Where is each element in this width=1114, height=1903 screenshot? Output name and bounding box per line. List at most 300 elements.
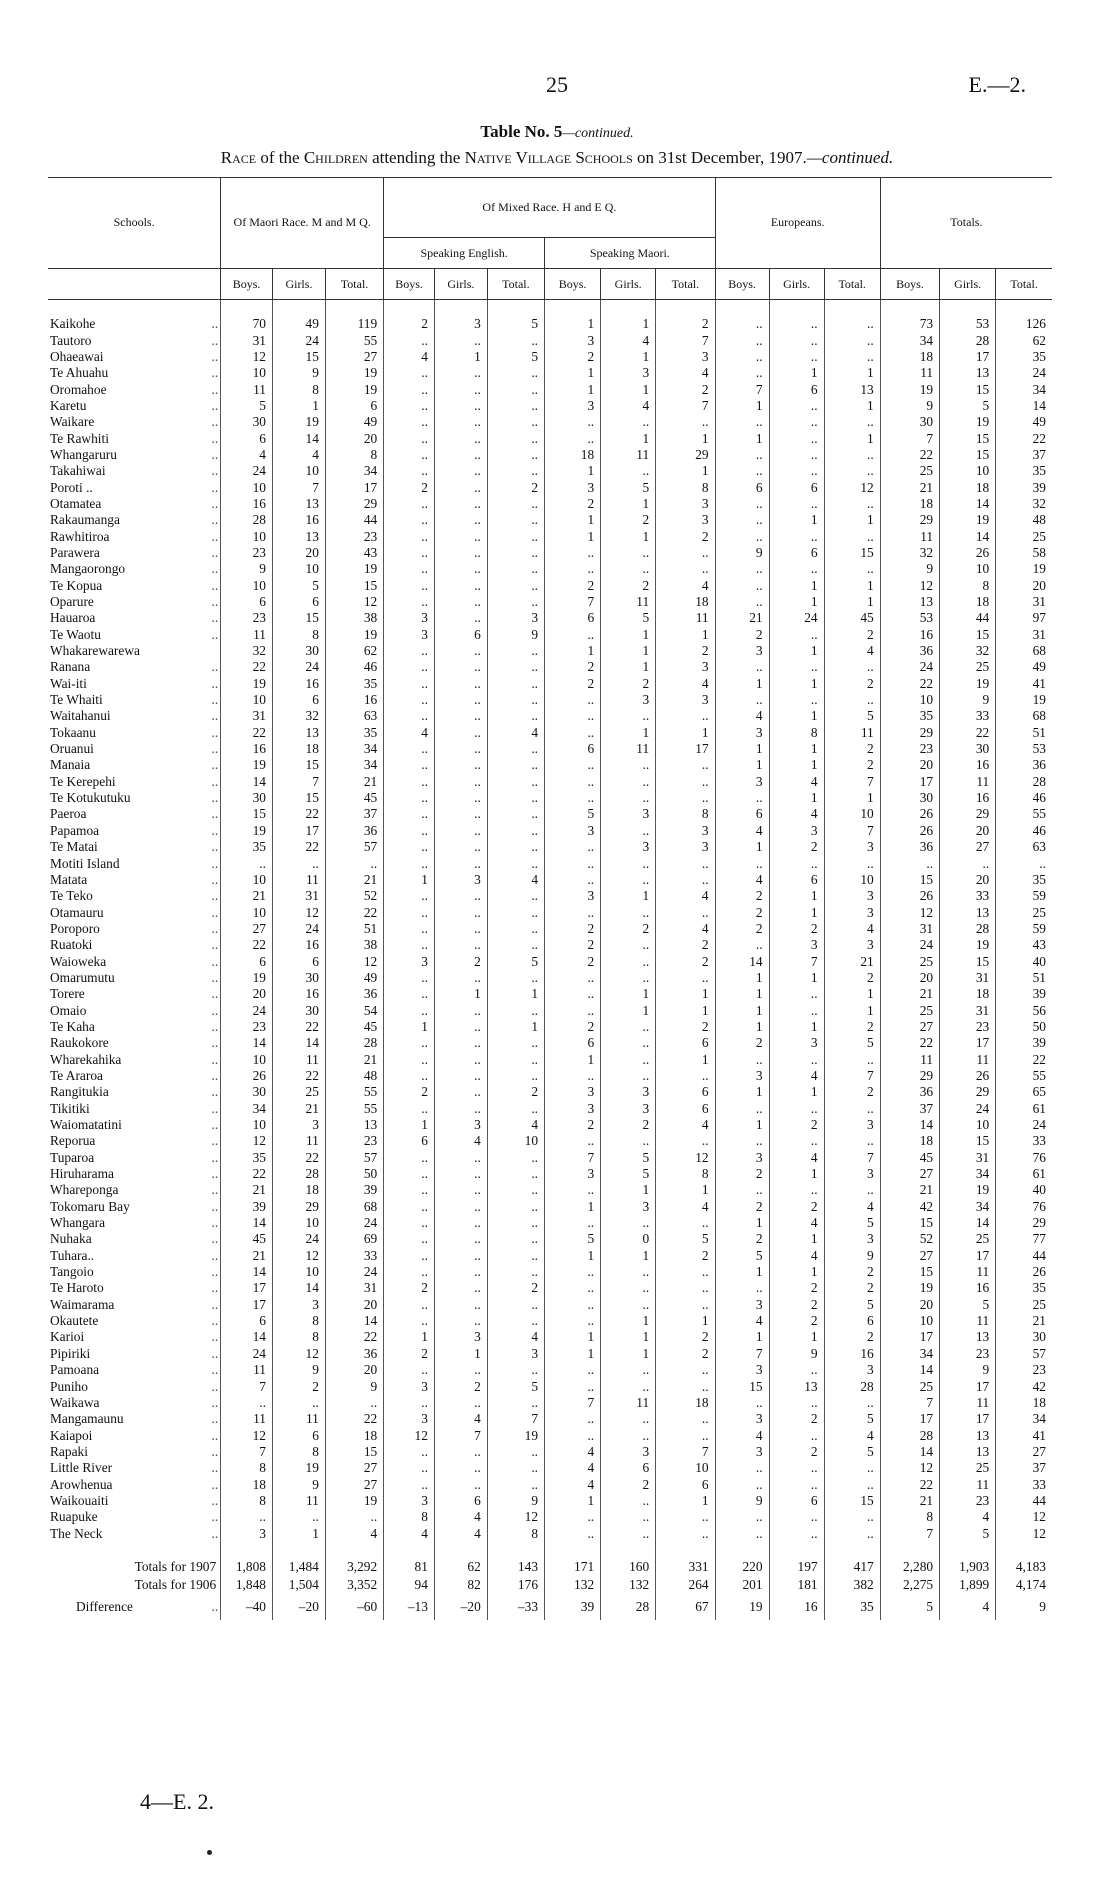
value-cell: 21 (880, 986, 939, 1002)
school-name-cell (48, 708, 221, 724)
school-name-cell (48, 447, 221, 463)
spacer-cell (940, 1542, 996, 1558)
value-cell: .. (824, 561, 880, 577)
value-cell: 1 (715, 757, 769, 773)
school-name-cell (48, 610, 221, 626)
value-cell: .. (434, 1068, 487, 1084)
value-cell: 9 (880, 561, 939, 577)
value-cell: 27 (325, 349, 383, 365)
value-cell: 36 (325, 986, 383, 1002)
value-cell: 22 (273, 1150, 326, 1166)
value-cell: 15 (273, 349, 326, 365)
value-cell: 25 (940, 1231, 996, 1247)
value-cell: .. (384, 545, 435, 561)
value-cell: 160 (601, 1558, 656, 1576)
value-cell: 1 (384, 1019, 435, 1035)
value-cell: 19 (487, 1427, 544, 1443)
value-cell: 4 (656, 676, 715, 692)
value-cell: .. (824, 1460, 880, 1476)
value-cell: .. (384, 676, 435, 692)
value-cell: .. (487, 1199, 544, 1215)
value-cell: 3 (545, 1166, 601, 1182)
value-cell: .. (824, 1133, 880, 1149)
school-name-cell (48, 414, 221, 430)
value-cell: .. (384, 365, 435, 381)
value-cell: .. (384, 1150, 435, 1166)
col-total: Total. (824, 269, 880, 300)
value-cell: 12 (996, 1525, 1052, 1541)
table-row (48, 937, 1052, 953)
value-cell: 8 (273, 1444, 326, 1460)
value-cell: 1 (715, 1019, 769, 1035)
col-girls: Girls. (769, 269, 824, 300)
value-cell: 12 (656, 1150, 715, 1166)
value-cell: 6 (769, 381, 824, 397)
value-cell: 1 (769, 1084, 824, 1100)
value-cell: .. (487, 1150, 544, 1166)
spacer-cell (434, 300, 487, 317)
value-cell: 12 (880, 904, 939, 920)
value-cell: .. (434, 1476, 487, 1492)
race-table (48, 177, 1052, 1620)
value-cell: .. (940, 855, 996, 871)
value-cell: 1 (545, 1493, 601, 1509)
value-cell: –60 (325, 1594, 383, 1620)
value-cell: 33 (325, 1248, 383, 1264)
value-cell: 67 (656, 1594, 715, 1620)
value-cell: 1 (769, 1264, 824, 1280)
value-cell: .. (824, 1525, 880, 1541)
value-cell: .. (384, 1215, 435, 1231)
table-row (48, 1378, 1052, 1394)
leader-dots: .. (211, 463, 219, 479)
value-cell: 3 (384, 1378, 435, 1394)
value-cell: 11 (601, 1395, 656, 1411)
value-cell: 17 (940, 349, 996, 365)
value-cell: 34 (996, 1411, 1052, 1427)
value-cell: 14 (880, 1362, 939, 1378)
value-cell: 9 (273, 1362, 326, 1378)
value-cell: 15 (940, 381, 996, 397)
value-cell: .. (434, 1248, 487, 1264)
spacer-cell (656, 300, 715, 317)
value-cell: .. (434, 774, 487, 790)
value-cell: 2 (545, 937, 601, 953)
value-cell: 43 (996, 937, 1052, 953)
leader-dots: .. (211, 610, 219, 626)
school-name: Kaiapoi (50, 1427, 93, 1443)
school-name-cell (48, 1493, 221, 1509)
value-cell: 28 (325, 1035, 383, 1051)
value-cell: 2 (487, 479, 544, 495)
value-cell: 19 (940, 676, 996, 692)
col-totals: Totals. (880, 177, 1052, 269)
value-cell: 39 (996, 986, 1052, 1002)
col-blank (48, 269, 221, 300)
value-cell: .. (434, 496, 487, 512)
value-cell: .. (715, 1051, 769, 1067)
value-cell: 61 (996, 1101, 1052, 1117)
value-cell: 61 (996, 1166, 1052, 1182)
value-cell: 3 (824, 937, 880, 953)
value-cell: .. (487, 741, 544, 757)
school-name: Oruanui (50, 741, 94, 757)
value-cell: 40 (996, 1182, 1052, 1198)
value-cell: 19 (940, 937, 996, 953)
value-cell: 4 (769, 1248, 824, 1264)
value-cell: 16 (769, 1594, 824, 1620)
value-cell: 55 (325, 1084, 383, 1100)
table-row (48, 1101, 1052, 1117)
school-name: Totals for 1906 (134, 1576, 217, 1592)
table-row (48, 1002, 1052, 1018)
value-cell: 1 (545, 1051, 601, 1067)
value-cell: 10 (221, 904, 273, 920)
value-cell: .. (221, 855, 273, 871)
school-name-cell (48, 1051, 221, 1067)
value-cell: 1 (769, 676, 824, 692)
value-cell: 35 (996, 349, 1052, 365)
school-name-cell (48, 1231, 221, 1247)
value-cell: .. (601, 855, 656, 871)
value-cell: 4 (769, 1215, 824, 1231)
value-cell: 8 (325, 447, 383, 463)
value-cell: 5 (487, 1378, 544, 1394)
leader-dots: .. (211, 773, 219, 789)
value-cell: 3 (601, 839, 656, 855)
value-cell: 8 (656, 479, 715, 495)
value-cell: .. (769, 414, 824, 430)
value-cell: 20 (221, 986, 273, 1002)
value-cell: 11 (940, 1051, 996, 1067)
value-cell: 4 (715, 872, 769, 888)
school-name-cell (48, 904, 221, 920)
value-cell: 1 (601, 1313, 656, 1329)
value-cell: .. (824, 447, 880, 463)
value-cell: 22 (880, 1476, 939, 1492)
col-boys: Boys. (221, 269, 273, 300)
value-cell: 22 (221, 725, 273, 741)
value-cell: .. (434, 1035, 487, 1051)
value-cell: .. (487, 855, 544, 871)
value-cell: .. (384, 561, 435, 577)
school-name-cell (48, 986, 221, 1002)
value-cell: 22 (996, 1051, 1052, 1067)
value-cell: 2 (656, 1346, 715, 1362)
value-cell: 7 (880, 1395, 939, 1411)
col-total: Total. (325, 269, 383, 300)
value-cell: 10 (880, 692, 939, 708)
value-cell: .. (715, 561, 769, 577)
value-cell: 1 (715, 986, 769, 1002)
value-cell: 132 (601, 1576, 656, 1594)
value-cell: 2 (769, 1444, 824, 1460)
value-cell: 16 (940, 790, 996, 806)
value-cell: 3 (221, 1525, 273, 1541)
value-cell: .. (656, 1280, 715, 1296)
leader-dots: .. (211, 1231, 219, 1247)
value-cell: 7 (880, 1525, 939, 1541)
value-cell: 3 (656, 692, 715, 708)
value-cell: .. (769, 398, 824, 414)
value-cell: 19 (325, 561, 383, 577)
value-cell: 7 (715, 1346, 769, 1362)
leader-dots: .. (211, 1247, 219, 1263)
table-row (48, 970, 1052, 986)
school-name: Mangaorongo (50, 561, 126, 577)
value-cell: 7 (221, 1444, 273, 1460)
value-cell: 7 (715, 381, 769, 397)
value-cell: 1 (824, 594, 880, 610)
leader-dots: .. (211, 1460, 219, 1476)
school-name-cell (48, 561, 221, 577)
value-cell: 2 (769, 1117, 824, 1133)
table-row (48, 381, 1052, 397)
value-cell: .. (434, 1051, 487, 1067)
value-cell: 37 (996, 447, 1052, 463)
value-cell: .. (384, 692, 435, 708)
value-cell: .. (769, 1525, 824, 1541)
school-name: Tokomaru Bay (50, 1198, 130, 1214)
value-cell: 32 (996, 496, 1052, 512)
spacer-cell (880, 300, 939, 317)
value-cell: 2 (769, 1297, 824, 1313)
value-cell: .. (487, 1166, 544, 1182)
value-cell: 38 (325, 937, 383, 953)
value-cell: 29 (940, 1084, 996, 1100)
value-cell: .. (487, 1051, 544, 1067)
value-cell: .. (434, 921, 487, 937)
value-cell: 19 (221, 970, 273, 986)
school-name: Rakaumanga (50, 512, 120, 528)
value-cell: 3 (656, 512, 715, 528)
value-cell: 15 (273, 790, 326, 806)
spacer-cell (824, 300, 880, 317)
value-cell: 18 (940, 594, 996, 610)
value-cell: 16 (824, 1346, 880, 1362)
value-cell: 7 (880, 430, 939, 446)
value-cell: 1 (656, 725, 715, 741)
value-cell: 23 (325, 528, 383, 544)
subtitle-part: Native Village Schools (464, 148, 633, 167)
value-cell: 1 (769, 512, 824, 528)
value-cell: .. (384, 1068, 435, 1084)
subtitle-part: attending the (367, 148, 465, 167)
value-cell: 4 (325, 1525, 383, 1541)
value-cell: 4 (221, 447, 273, 463)
value-cell: 2 (824, 1264, 880, 1280)
value-cell: .. (434, 1264, 487, 1280)
leader-dots: .. (211, 1492, 219, 1508)
value-cell: .. (656, 970, 715, 986)
school-name-cell (48, 1509, 221, 1525)
value-cell: .. (487, 1362, 544, 1378)
value-cell: .. (487, 463, 544, 479)
value-cell: .. (715, 496, 769, 512)
value-cell: 29 (880, 725, 939, 741)
value-cell: 1 (601, 725, 656, 741)
spacer-cell (48, 300, 221, 317)
leader-dots: .. (211, 414, 219, 430)
value-cell: .. (434, 692, 487, 708)
value-cell: 22 (325, 1411, 383, 1427)
value-cell: 4 (769, 774, 824, 790)
value-cell: 21 (325, 872, 383, 888)
value-cell: 9 (940, 1362, 996, 1378)
value-cell: 23 (221, 545, 273, 561)
value-cell: 21 (715, 610, 769, 626)
value-cell: 2 (769, 1313, 824, 1329)
value-cell: 3 (601, 1101, 656, 1117)
value-cell: 23 (940, 1346, 996, 1362)
value-cell: 27 (325, 1476, 383, 1492)
spacer-cell (601, 1542, 656, 1558)
value-cell: 94 (384, 1576, 435, 1594)
leader-dots: .. (211, 316, 219, 332)
leader-dots: .. (211, 1345, 219, 1361)
table-title (0, 122, 1114, 142)
value-cell: 4 (384, 1525, 435, 1541)
value-cell: 36 (325, 1346, 383, 1362)
value-cell: 1 (656, 627, 715, 643)
school-name-cell (48, 1150, 221, 1166)
leader-dots: .. (211, 1427, 219, 1443)
leader-dots: .. (211, 1378, 219, 1394)
value-cell: .. (601, 774, 656, 790)
value-cell: 44 (325, 512, 383, 528)
table-row (48, 365, 1052, 381)
value-cell: 15 (325, 1444, 383, 1460)
value-cell: 24 (221, 1002, 273, 1018)
value-cell: 7 (824, 823, 880, 839)
value-cell: 2 (715, 1231, 769, 1247)
value-cell: .. (769, 561, 824, 577)
value-cell: 36 (325, 823, 383, 839)
table-row (48, 676, 1052, 692)
value-cell: .. (715, 1101, 769, 1117)
value-cell: 5 (601, 1166, 656, 1182)
value-cell: .. (434, 888, 487, 904)
school-name: Karetu (50, 397, 87, 413)
value-cell: .. (434, 1002, 487, 1018)
school-name: Te Ahuahu (50, 365, 109, 381)
value-cell: .. (824, 1182, 880, 1198)
value-cell: 12 (273, 1248, 326, 1264)
school-name: Waimarama (50, 1296, 115, 1312)
value-cell: 30 (273, 643, 326, 659)
table-row (48, 1362, 1052, 1378)
table-row (48, 430, 1052, 446)
value-cell: 45 (221, 1231, 273, 1247)
value-cell: .. (325, 855, 383, 871)
value-cell: 1 (824, 365, 880, 381)
value-cell: 55 (325, 1101, 383, 1117)
value-cell: 17 (221, 1280, 273, 1296)
value-cell: 27 (940, 839, 996, 855)
col-maori: Of Maori Race. M and M Q. (221, 177, 384, 269)
value-cell: .. (434, 1215, 487, 1231)
value-cell: 12 (384, 1427, 435, 1443)
value-cell: 16 (221, 741, 273, 757)
value-cell: 17 (880, 1329, 939, 1345)
value-cell: 4 (715, 1313, 769, 1329)
value-cell: 8 (940, 578, 996, 594)
value-cell: 6 (545, 1035, 601, 1051)
value-cell: .. (487, 1231, 544, 1247)
value-cell: 119 (325, 316, 383, 332)
school-name-cell (48, 1476, 221, 1492)
value-cell: 24 (940, 1101, 996, 1117)
value-cell: 1 (715, 1329, 769, 1345)
value-cell: 10 (487, 1133, 544, 1149)
value-cell: 44 (996, 1493, 1052, 1509)
value-cell: 4 (545, 1460, 601, 1476)
school-name-cell (48, 1133, 221, 1149)
value-cell: 45 (325, 790, 383, 806)
value-cell: 11 (880, 1051, 939, 1067)
value-cell: 11 (601, 447, 656, 463)
value-cell: 23 (940, 1019, 996, 1035)
value-cell: .. (384, 381, 435, 397)
col-girls: Girls. (273, 269, 326, 300)
value-cell: .. (434, 1150, 487, 1166)
value-cell: 1,808 (221, 1558, 273, 1576)
value-cell: 2 (545, 1019, 601, 1035)
value-cell: 15 (880, 872, 939, 888)
table-row (48, 1346, 1052, 1362)
value-cell: .. (434, 398, 487, 414)
value-cell: 27 (221, 921, 273, 937)
value-cell: 1 (601, 528, 656, 544)
leader-dots: .. (211, 1476, 219, 1492)
value-cell: 2 (545, 496, 601, 512)
value-cell: 28 (940, 921, 996, 937)
value-cell: 2 (824, 741, 880, 757)
value-cell: .. (384, 430, 435, 446)
value-cell: 5 (487, 953, 544, 969)
value-cell: 4 (824, 921, 880, 937)
value-cell: 5 (545, 1231, 601, 1247)
value-cell: 16 (880, 627, 939, 643)
value-cell: .. (434, 1166, 487, 1182)
school-name-cell (48, 806, 221, 822)
value-cell: .. (434, 578, 487, 594)
value-cell: .. (434, 1280, 487, 1296)
leader-dots: .. (211, 692, 219, 708)
value-cell: 1 (545, 1199, 601, 1215)
value-cell: 63 (325, 708, 383, 724)
value-cell: 8 (273, 381, 326, 397)
table-row (48, 725, 1052, 741)
value-cell: .. (434, 414, 487, 430)
value-cell: 2 (715, 888, 769, 904)
value-cell: .. (601, 872, 656, 888)
leader-dots: .. (211, 1117, 219, 1133)
school-name: Poroporo (50, 920, 100, 936)
school-name: Nuhaka (50, 1231, 92, 1247)
value-cell: 9 (824, 1248, 880, 1264)
value-cell: .. (384, 1444, 435, 1460)
value-cell: .. (487, 790, 544, 806)
value-cell: 382 (824, 1576, 880, 1594)
value-cell: 39 (221, 1199, 273, 1215)
value-cell: 2 (715, 627, 769, 643)
value-cell: 1 (824, 512, 880, 528)
value-cell: .. (545, 1525, 601, 1541)
value-cell: 3 (384, 610, 435, 626)
value-cell: 18 (940, 479, 996, 495)
value-cell: 13 (940, 1444, 996, 1460)
